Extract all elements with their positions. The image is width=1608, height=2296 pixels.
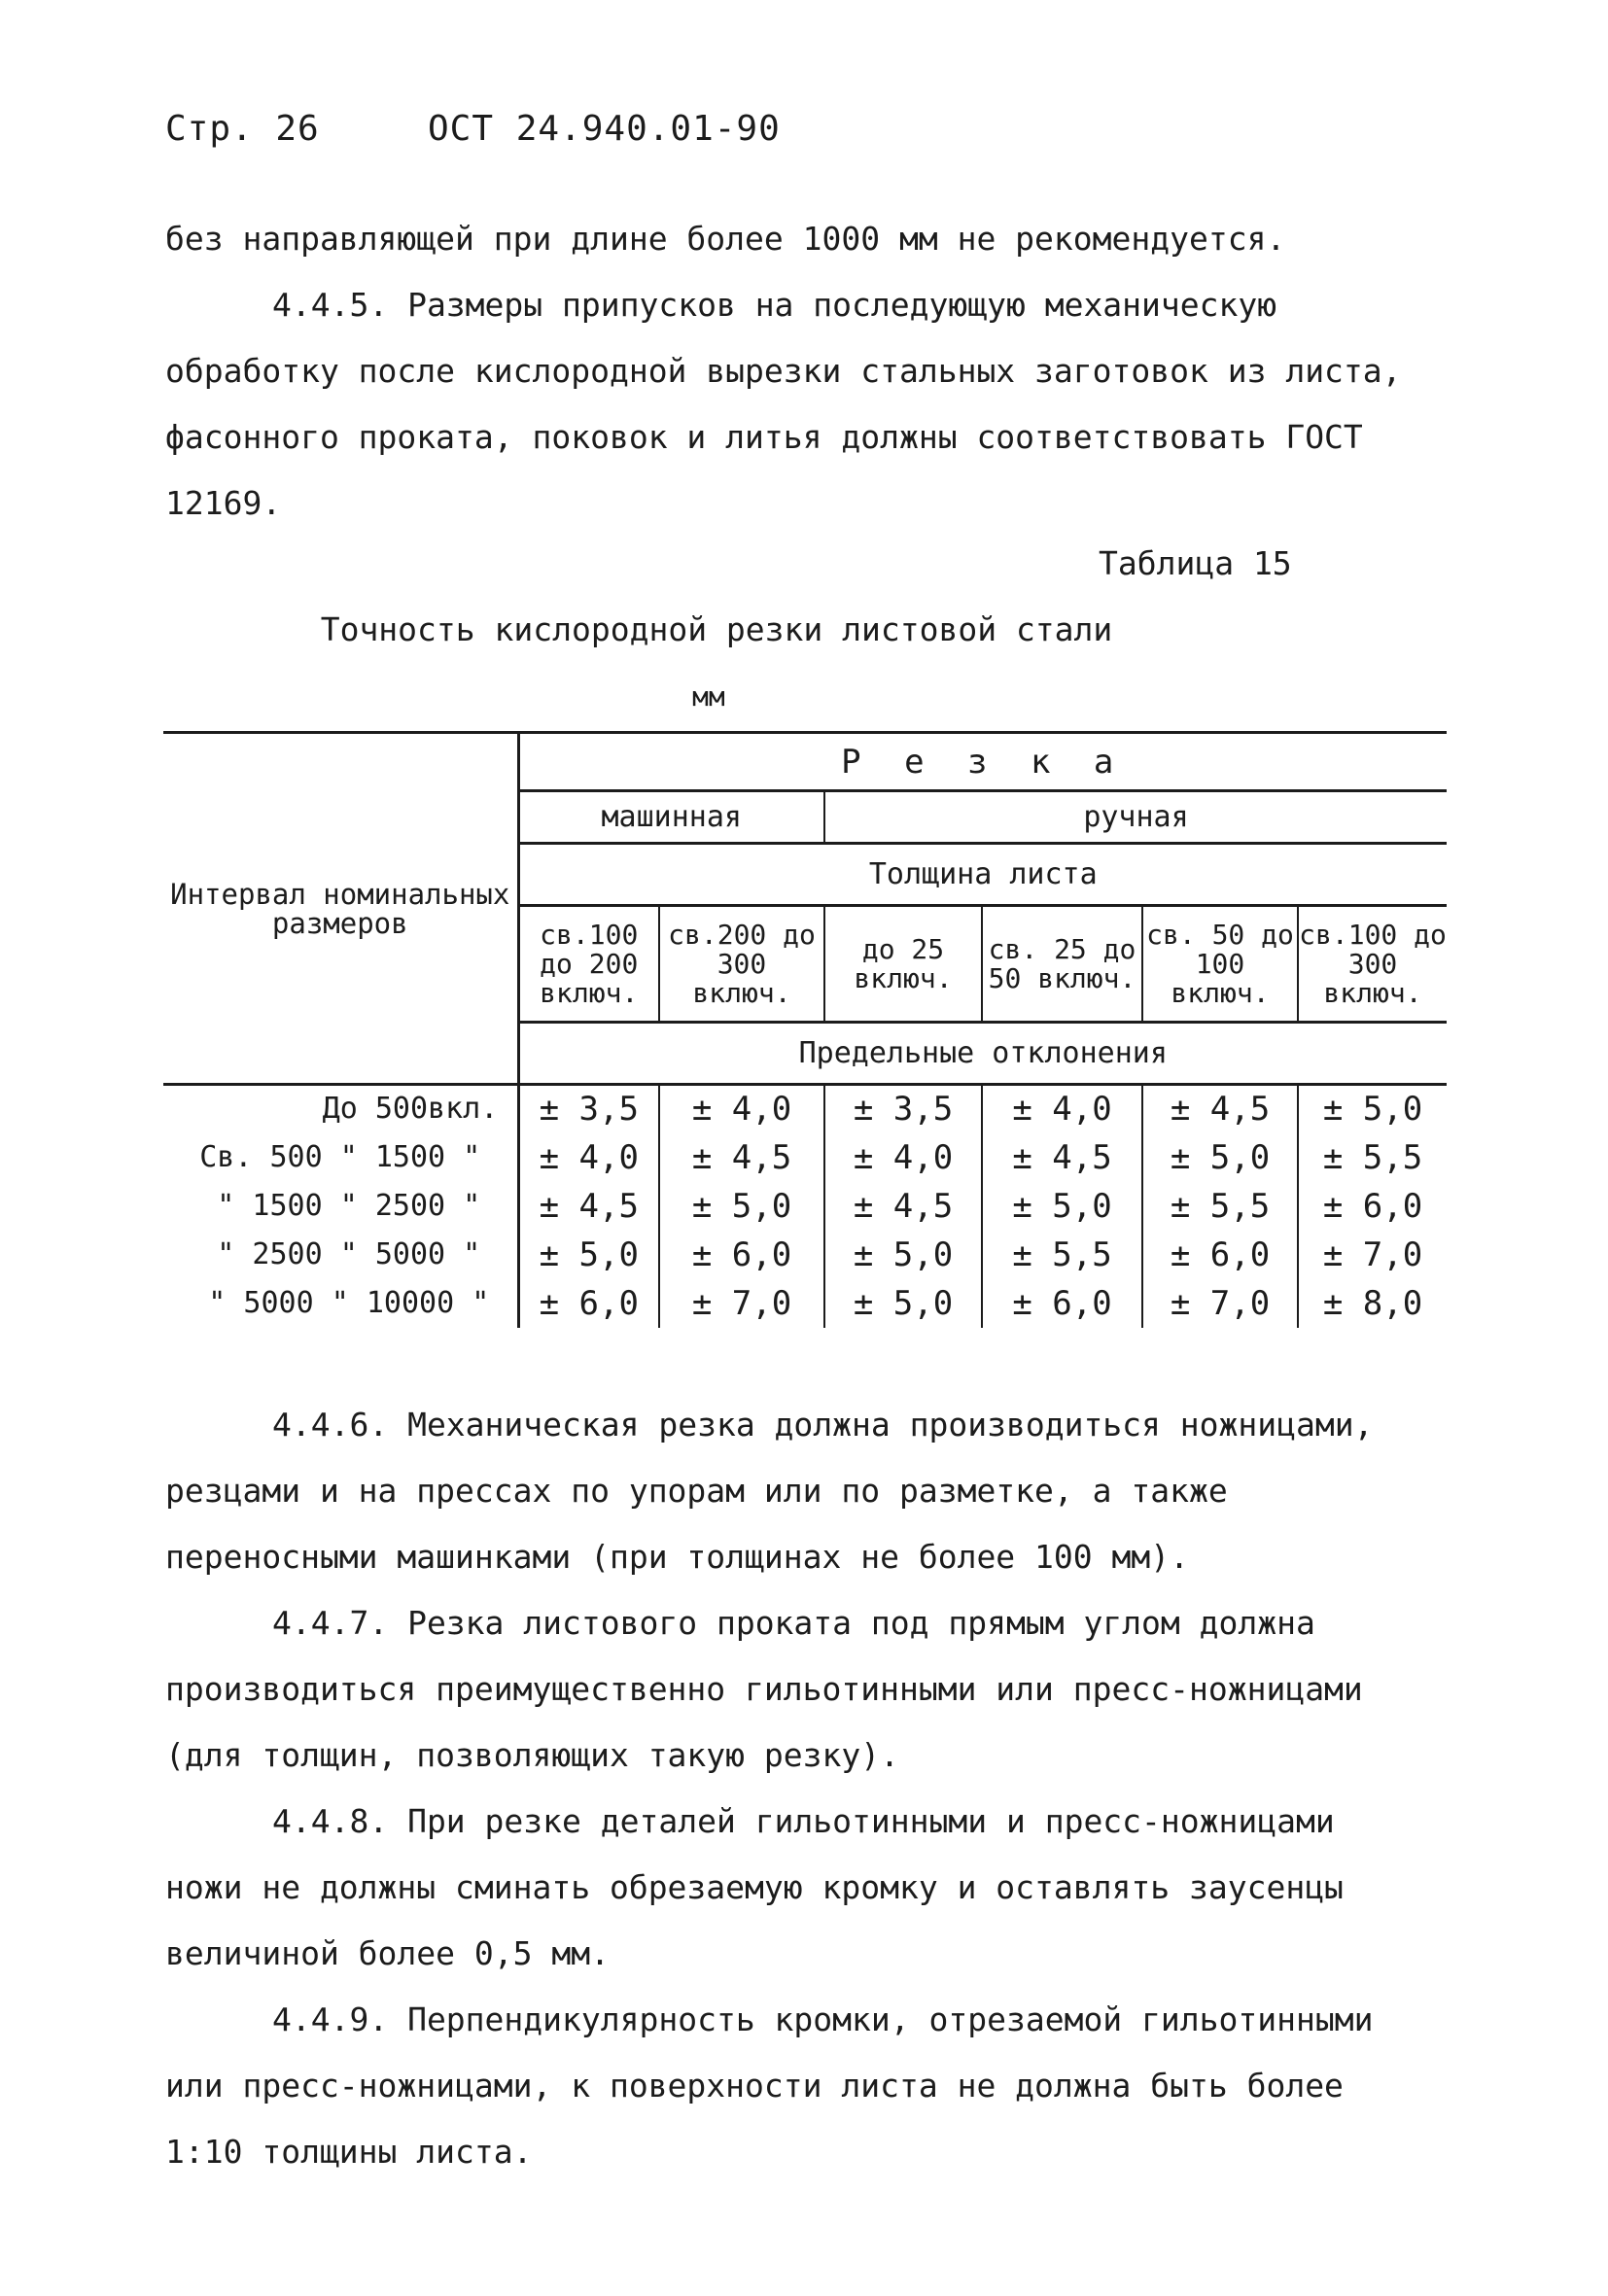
value-cell: ± 7,0 bbox=[659, 1279, 824, 1328]
thickness-col-6: св.100 до 300 включ. bbox=[1298, 906, 1447, 1023]
value-cell: ± 4,5 bbox=[982, 1133, 1142, 1182]
value-cell: ± 4,0 bbox=[824, 1133, 982, 1182]
value-cell: ± 5,5 bbox=[1298, 1133, 1447, 1182]
thickness-col-5: св. 50 до 100 включ. bbox=[1142, 906, 1298, 1023]
range-cell: " 1500 " 2500 " bbox=[199, 1188, 481, 1223]
paragraph-4-4-9: 4.4.9. Перпендикулярность кромки, отрезаемой гильотинными или пресс-ножницами, к поверхности листа не должна быть более 1:10 толщины листа. bbox=[165, 2000, 1374, 2171]
value-cell: ± 7,0 bbox=[1298, 1231, 1447, 1279]
value-cell: ± 5,0 bbox=[1298, 1085, 1447, 1133]
row-header-cell: Интервал номинальных размеров bbox=[163, 733, 518, 1085]
value-cell: ± 5,5 bbox=[1142, 1182, 1298, 1231]
range-cell: " 2500 " 5000 " bbox=[199, 1236, 481, 1271]
intro-text: без направляющей при длине более 1000 мм не рекомендуется. bbox=[165, 220, 1286, 258]
table-title: Точность кислородной резки листовой стали bbox=[320, 610, 1113, 648]
value-cell: ± 6,0 bbox=[1298, 1182, 1447, 1231]
paragraph-4-4-5: 4.4.5. Размеры припусков на последующую механическую обработку после кислородной вырезки стальных заготовок из листа, фасонного проката, поковок и литья должны соответствовать ГОСТ 12169. bbox=[165, 286, 1402, 522]
value-cell: ± 4,5 bbox=[659, 1133, 824, 1182]
value-cell: ± 7,0 bbox=[1142, 1279, 1298, 1328]
value-cell: ± 4,0 bbox=[982, 1085, 1142, 1133]
paragraph-4-4-7: 4.4.7. Резка листового проката под прямым углом должна производиться преимущественно гильотинными или пресс-ножницами (для толщин, позволяющих такую резку). bbox=[165, 1604, 1363, 1774]
paragraph-4-4-6: 4.4.6. Механическая резка должна производиться ножницами, резцами и на прессах по упорам или по разметке, а также переносными машинками (при толщинах не более 100 мм). bbox=[165, 1406, 1374, 1576]
value-cell: ± 3,5 bbox=[824, 1085, 982, 1133]
value-cell: ± 5,5 bbox=[982, 1231, 1142, 1279]
paragraph-4-4-8: 4.4.8. При резке деталей гильотинными и пресс-ножницами ножи не должны сминать обрезаемую кромку и оставлять заусенцы величиной более 0,5 мм. bbox=[165, 1802, 1344, 1972]
value-cell: ± 6,0 bbox=[1142, 1231, 1298, 1279]
value-cell: ± 6,0 bbox=[659, 1231, 824, 1279]
value-cell: ± 4,5 bbox=[518, 1182, 659, 1231]
range-cell: До 500вкл. bbox=[163, 1085, 518, 1133]
page-number: Стр. 26 bbox=[165, 109, 320, 149]
value-cell: ± 3,5 bbox=[518, 1085, 659, 1133]
thickness-col-1: св.100 до 200 включ. bbox=[518, 906, 659, 1023]
value-cell: ± 4,0 bbox=[518, 1133, 659, 1182]
value-cell: ± 5,0 bbox=[824, 1279, 982, 1328]
value-cell: ± 4,5 bbox=[824, 1182, 982, 1231]
value-cell: ± 4,0 bbox=[659, 1085, 824, 1133]
value-cell: ± 6,0 bbox=[518, 1279, 659, 1328]
value-cell: ± 5,0 bbox=[518, 1231, 659, 1279]
range-cell: Св. 500 " 1500 " bbox=[199, 1139, 481, 1174]
thickness-col-4: св. 25 до 50 включ. bbox=[982, 906, 1142, 1023]
sheet-thickness-header: Толщина листа bbox=[518, 844, 1447, 906]
thickness-col-3: до 25 включ. bbox=[824, 906, 982, 1023]
value-cell: ± 5,0 bbox=[982, 1182, 1142, 1231]
value-cell: ± 5,0 bbox=[824, 1231, 982, 1279]
standard-designation: ОСТ 24.940.01-90 bbox=[428, 109, 781, 149]
table-number: Таблица 15 bbox=[1099, 544, 1292, 582]
value-cell: ± 4,5 bbox=[1142, 1085, 1298, 1133]
thickness-col-2: св.200 до 300 включ. bbox=[659, 906, 824, 1023]
range-cell: " 5000 " 10000 " bbox=[191, 1285, 490, 1320]
value-cell: ± 5,0 bbox=[659, 1182, 824, 1231]
cutting-accuracy-table bbox=[163, 731, 1447, 1328]
value-cell: ± 6,0 bbox=[982, 1279, 1142, 1328]
machine-cutting-header: машинная bbox=[518, 791, 824, 844]
value-cell: ± 5,0 bbox=[1142, 1133, 1298, 1182]
table-unit: мм bbox=[692, 680, 725, 713]
manual-cutting-header: ручная bbox=[824, 791, 1447, 844]
deviation-header: Предельные отклонения bbox=[518, 1023, 1447, 1085]
cutting-group-header: Р е з к а bbox=[518, 733, 1447, 791]
value-cell: ± 8,0 bbox=[1298, 1279, 1447, 1328]
